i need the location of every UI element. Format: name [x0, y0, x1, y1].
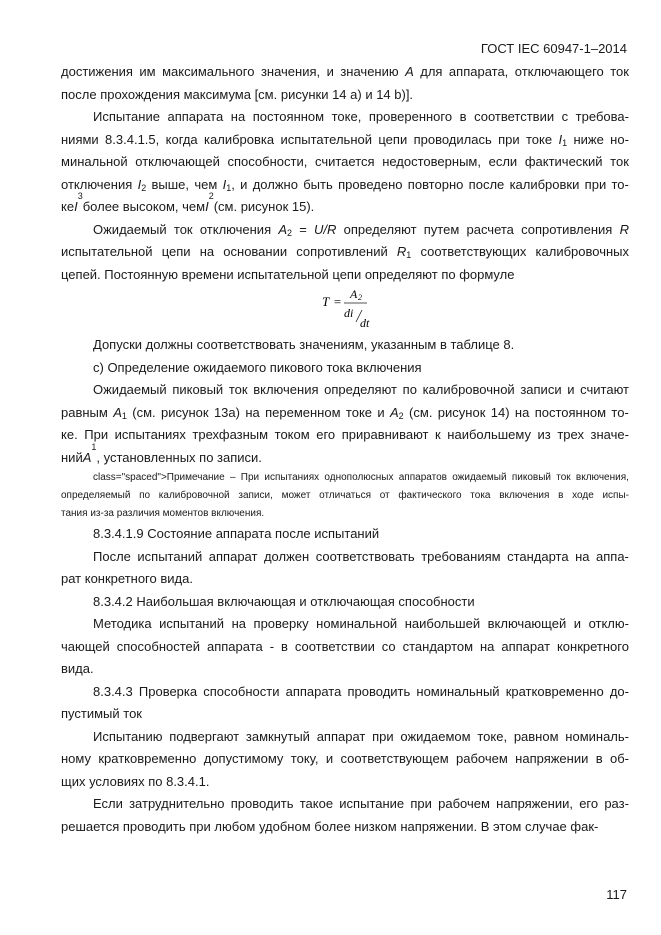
paragraph [61, 357, 629, 380]
time-constant-formula [61, 286, 629, 334]
paragraph [61, 726, 629, 794]
paragraph [61, 793, 629, 838]
paragraph [61, 219, 629, 287]
text-line: Испытание аппарата на постоянном токе, проверенного в соответствии с требова- [93, 109, 629, 124]
text-line: 8.3.4.1.9 Состояние аппарата после испытаний [93, 526, 380, 541]
text-line: решается проводить при любом удобном более низком напряжении. В этом случае фак- [61, 818, 599, 834]
text-line: пустимый ток [61, 706, 142, 721]
paragraph [61, 546, 629, 591]
text-line: class="spaced">Примечание – При испытаниях однополюсных аппаратов ожидаемый пиковый ток включения, [93, 472, 629, 483]
paragraph [61, 591, 629, 614]
text-line: Допуски должны соответствовать значениям, указанным в таблице 8. [93, 337, 515, 352]
text-line: определяемый по калибровочной записи, может отличаться от фактического тока включения в ходе испы- [61, 490, 629, 501]
text-line: После испытаний аппарат должен соответствовать требованиям стандарта на аппа- [93, 548, 629, 564]
text-line: Испытанию подвергают замкнутый аппарат при ожидаемом токе, равном номиналь- [93, 728, 629, 744]
text-line: с) Определение ожидаемого пикового тока включения [93, 359, 422, 375]
svg-text:2: 2 [358, 293, 362, 302]
svg-text:di: di [344, 306, 354, 320]
document-body [61, 61, 629, 838]
svg-text:T: T [322, 294, 330, 309]
text-line: равным $A_1$ (см. рисунок 13а) на переменном токе и $A_2$ (см. рисунок 14) на постоянном то- [61, 404, 629, 421]
page-number: 117 [606, 887, 627, 902]
text-line: ниями 8.3.4.1.5, когда калибровка испытательной цепи проводилась при токе $I_1$ ниже но- [61, 131, 629, 148]
text-line: Ожидаемый пиковый ток включения определяют по калибровочной записи и считают [93, 382, 629, 397]
text-line: ке I 3 более высоком, чем I 2 (см. рисунок 15). [61, 191, 315, 214]
text-line: чающей способностей аппарата - в соответствии со стандартом на аппарат конкретного [61, 638, 629, 654]
text-line: тания из-за различия моментов включения. [61, 508, 265, 519]
text-line: 8.3.4.2 Наибольшая включающая и отключающая способности [93, 593, 475, 609]
text-line: ке. При испытаниях трехфазным током его приравнивают к наибольшему из трех значе- [61, 427, 629, 442]
paragraph [61, 61, 629, 106]
text-line: минальной отключающей способности, считается недостоверным, если фактический ток [61, 154, 629, 169]
svg-text:A: A [350, 287, 358, 301]
paragraph [61, 379, 629, 469]
text-line: вида. [61, 661, 94, 676]
paragraph [61, 334, 629, 357]
paragraph [61, 681, 629, 726]
text-line: 8.3.4.3 Проверка способности аппарата проводить номинальный кратковременно до- [93, 683, 629, 699]
svg-text:=: = [333, 294, 342, 309]
text-line: цепей. Постоянную времени испытательной цепи определяют по формуле [61, 266, 515, 282]
text-line: достижения им максимального значения, и значению A для аппарата, отключающего ток [61, 64, 629, 79]
svg-text:dt: dt [360, 316, 370, 330]
text-line: рат конкретного вида. [61, 571, 193, 586]
text-line: Если затруднительно проводить такое испытание при рабочем напряжении, его раз- [93, 796, 629, 811]
text-line: щих условиях по 8.3.4.1. [61, 773, 210, 789]
text-line: Ожидаемый ток отключения $A_2$ = U/R определяют путем расчета сопротивления R [93, 221, 629, 238]
text-line: ному кратковременно допустимому току, и соответствующем рабочем напряжении в об- [61, 751, 629, 766]
document-header: ГОСТ IEC 60947-1–2014 [480, 41, 627, 56]
paragraph [61, 106, 629, 219]
text-line: ний A 1 , установленных по записи. [61, 441, 262, 465]
text-line: после прохождения максимума [см. рисунки 14 а) и 14 b)]. [61, 86, 414, 102]
text-line: Методика испытаний на проверку номинальной наибольшей включающей и отклю- [93, 616, 629, 631]
text-line: отключения $I_2$ выше, чем $I_1$, и должно быть проведено повторно после калибровки при то- [61, 176, 629, 193]
paragraph [61, 523, 629, 546]
text-line: испытательной цепи на основании сопротивлений $R_1$ соответствующих калибровочных [61, 244, 629, 260]
note-paragraph [61, 469, 629, 523]
paragraph [61, 613, 629, 681]
